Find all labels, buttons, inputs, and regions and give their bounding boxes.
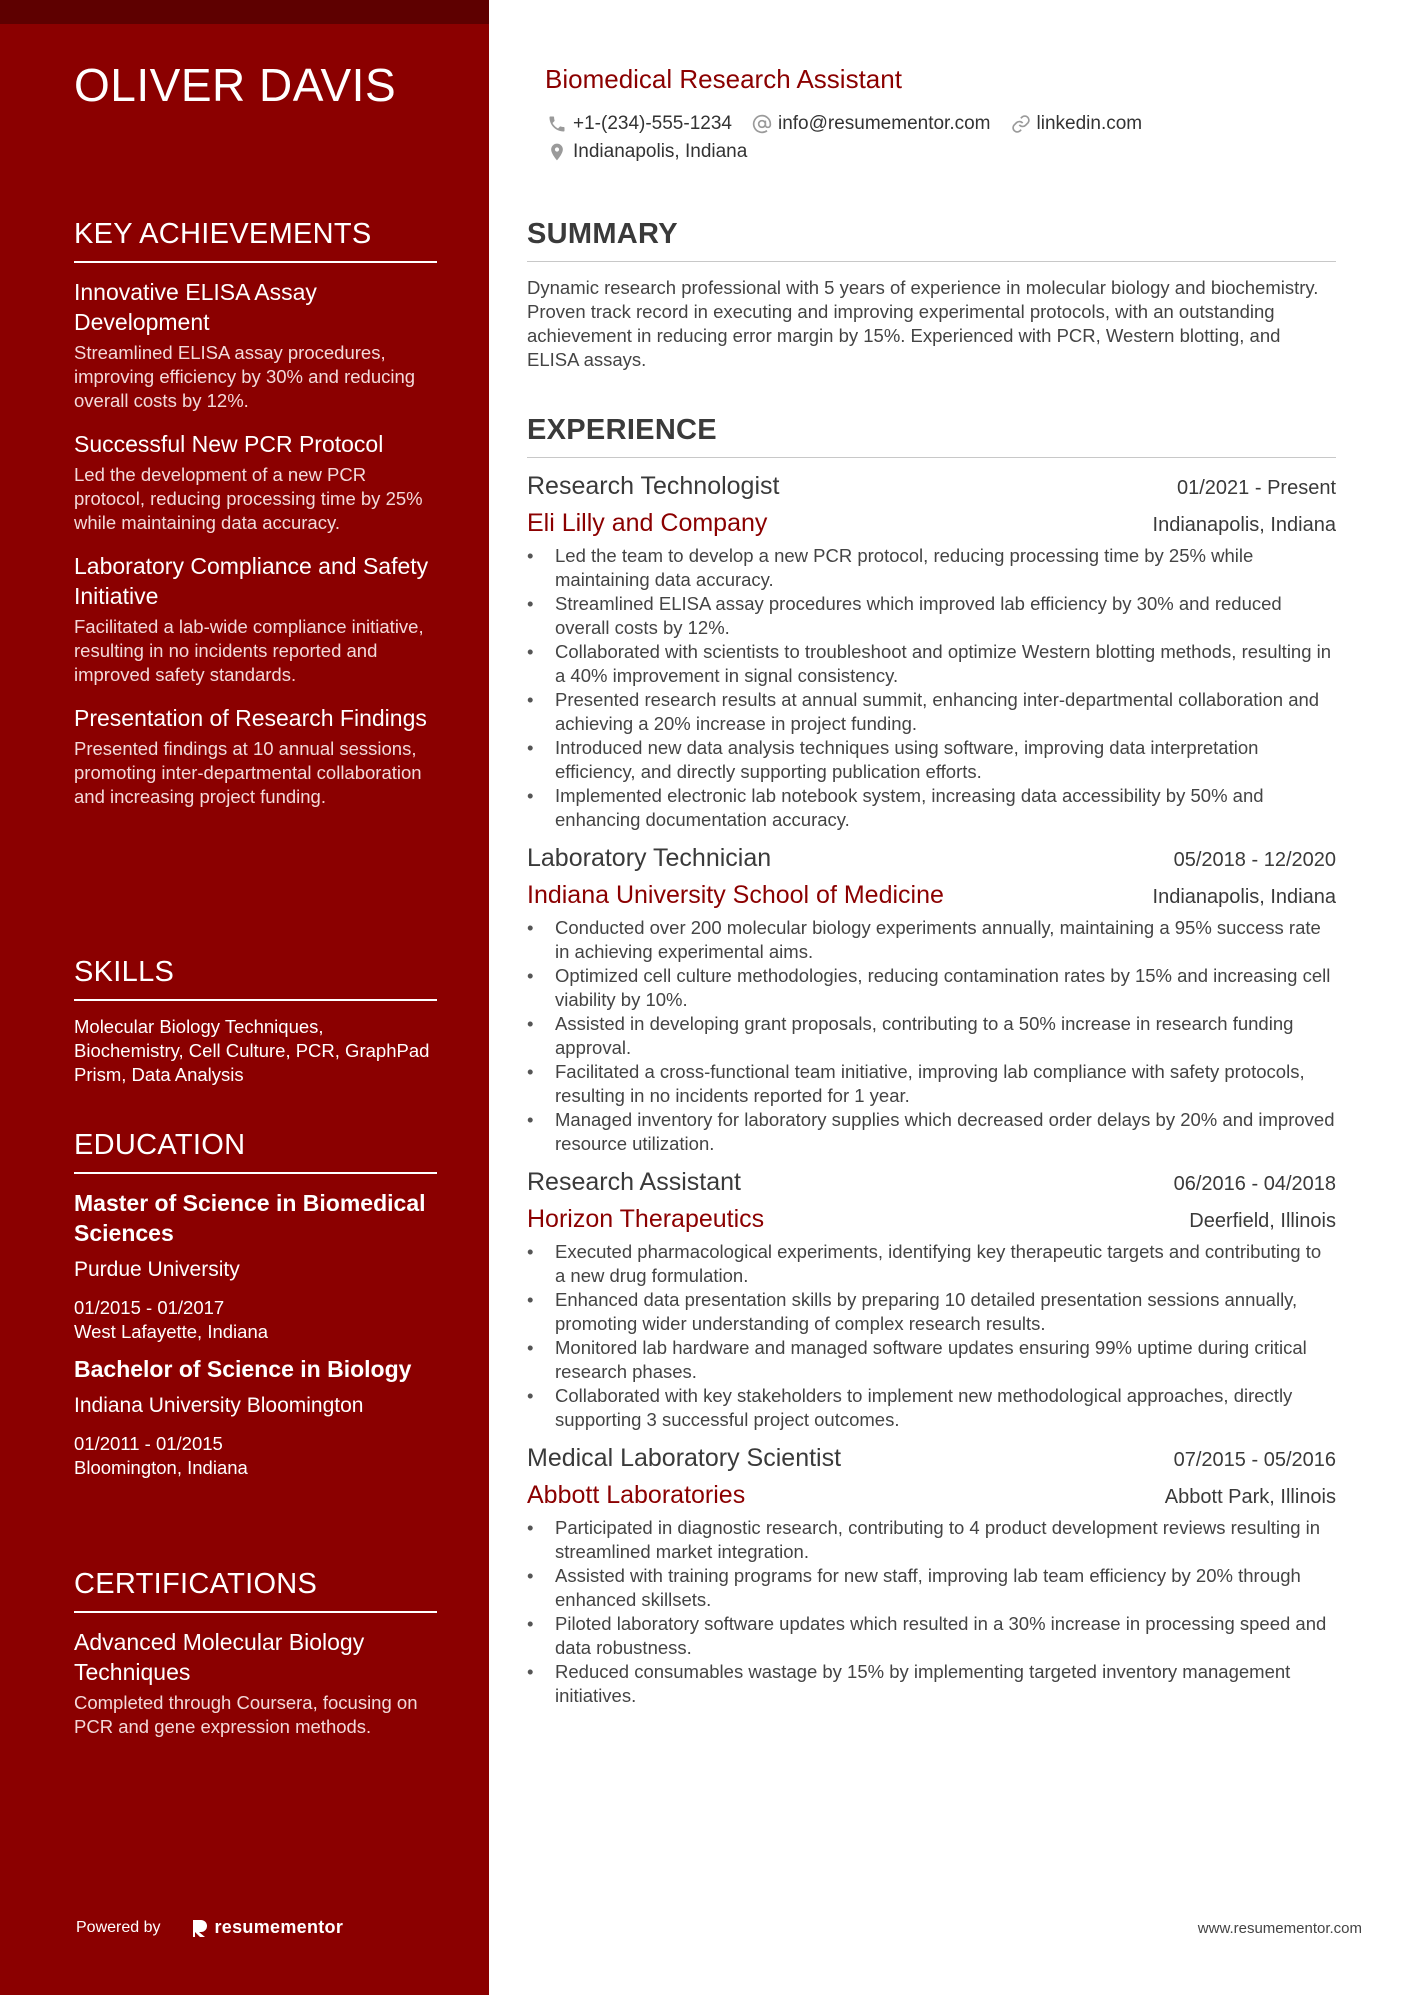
achievement-title: Innovative ELISA Assay Development [74,279,317,335]
education-degree: Master of Science in Biomedical Sciences [74,1190,426,1246]
experience-role: Laboratory Technician [527,844,772,872]
location-pin-icon [547,142,567,162]
experience-bullets [527,544,1336,832]
bullet-item: • Participated in diagnostic research, contributing to 4 product development reviews resulting in streamlined market integration. [527,1516,1336,1564]
summary-heading: SUMMARY [527,218,1336,262]
education-degree: Bachelor of Science in Biology [74,1356,412,1382]
experience-section [527,414,1336,1720]
experience-location: Deerfield, Illinois [1189,1210,1336,1232]
bullet-item: • Executed pharmacological experiments, identifying key therapeutic targets and contributing to a new drug formulation. [527,1240,1336,1288]
experience-bullets [527,916,1336,1156]
summary-text: Dynamic research professional with 5 years of experience in molecular biology and biochemistry. Proven track record in executing and improving experimental protocols, with an outstanding achievement in reducing error margin by 15%. Experienced with PCR, Western blotting, and ELISA assays. [527,277,1319,370]
email-text: info@resumementor.com [777,113,991,134]
certification-item [74,1627,437,1739]
brand-name: resumementor [214,1917,344,1937]
experience-role: Research Assistant [527,1168,741,1196]
link-icon [1011,114,1031,134]
powered-by-label: Powered by [76,1918,161,1936]
education-heading: EDUCATION [74,1129,437,1174]
skills-section [74,956,437,1087]
experience-item [527,472,1336,832]
experience-role: Research Technologist [527,472,780,500]
achievement-description: Streamlined ELISA assay procedures, improving efficiency by 30% and reducing overall costs by 12%. [74,342,416,411]
experience-item [527,1168,1336,1432]
bullet-item: • Optimized cell culture methodologies, reducing contamination rates by 15% and increasing cell viability by 10%. [527,964,1336,1012]
bullet-item: • Presented research results at annual summit, enhancing inter-departmental collaboration and achieving a 20% increase in project funding. [527,688,1336,736]
achievement-title: Successful New PCR Protocol [74,431,384,457]
resumementor-logo-icon [191,1918,209,1938]
powered-by [76,1917,343,1938]
skills-heading: SKILLS [74,956,437,1001]
experience-dates: 07/2015 - 05/2016 [1173,1449,1336,1471]
education-school: Purdue University [74,1258,240,1281]
footer-website-link[interactable]: www.resumementor.com [1197,1920,1362,1937]
experience-role: Medical Laboratory Scientist [527,1444,842,1472]
experience-dates: 05/2018 - 12/2020 [1173,849,1336,871]
achievement-description: Led the development of a new PCR protocol, reducing processing time by 25% while maintaining data accuracy. [74,464,423,533]
skills-list: Molecular Biology Techniques, Biochemistry, Cell Culture, PCR, GraphPad Prism, Data Analysis [74,1016,430,1085]
achievement-item [74,429,437,535]
experience-dates: 01/2021 - Present [1177,477,1336,499]
bullet-item: • Assisted in developing grant proposals, contributing to a 50% increase in research funding approval. [527,1012,1336,1060]
experience-dates: 06/2016 - 04/2018 [1173,1173,1336,1195]
education-location: Bloomington, Indiana [74,1457,248,1478]
certifications-section [74,1568,437,1755]
bullet-item: • Conducted over 200 molecular biology experiments annually, maintaining a 95% success rate in achieving experimental aims. [527,916,1336,964]
summary-section [527,218,1336,372]
at-sign-icon [752,114,772,134]
experience-item [527,844,1336,1156]
experience-bullets [527,1240,1336,1432]
job-title: Biomedical Research Assistant [545,64,902,94]
achievement-description: Facilitated a lab-wide compliance initiative, resulting in no incidents reported and improved safety standards. [74,616,424,685]
contact-phone[interactable] [547,113,732,135]
location-text: Indianapolis, Indiana [573,141,748,162]
bullet-item: • Led the team to develop a new PCR protocol, reducing processing time by 25% while maintaining data accuracy. [527,544,1336,592]
sidebar-top-bar [0,0,489,24]
bullet-item: • Introduced new data analysis techniques using software, improving data interpretation efficiency, and directly supporting publication efforts. [527,736,1336,784]
bullet-item: • Collaborated with scientists to troubleshoot and optimize Western blotting methods, resulting in a 40% improvement in signal consistency. [527,640,1336,688]
education-dates: 01/2015 - 01/2017 [74,1297,225,1318]
candidate-name: OLIVER DAVIS [74,59,397,111]
bullet-item: • Reduced consumables wastage by 15% by implementing targeted inventory management initiatives. [527,1660,1336,1708]
education-item [74,1354,437,1480]
achievement-description: Presented findings at 10 annual sessions, promoting inter-departmental collaboration and increasing project funding. [74,738,422,807]
phone-icon [547,114,567,134]
bullet-item: • Assisted with training programs for new staff, improving lab team efficiency by 20% through enhanced skillsets. [527,1564,1336,1612]
achievement-item [74,277,437,413]
experience-location: Indianapolis, Indiana [1152,886,1336,908]
education-dates: 01/2011 - 01/2015 [74,1433,223,1454]
achievement-item [74,703,437,809]
certification-title: Advanced Molecular Biology Techniques [74,1629,365,1685]
achievement-title: Laboratory Compliance and Safety Initiative [74,553,429,609]
key-achievements-section [74,218,437,825]
contact-linkedin[interactable] [1011,113,1143,135]
certification-description: Completed through Coursera, focusing on PCR and gene expression methods. [74,1692,418,1737]
bullet-item: • Enhanced data presentation skills by preparing 10 detailed presentation sessions annually, promoting wider understanding of complex research results. [527,1288,1336,1336]
sidebar [0,0,489,1995]
experience-bullets [527,1516,1336,1708]
achievement-item [74,551,437,687]
experience-company: Eli Lilly and Company [527,509,768,537]
education-item [74,1188,437,1344]
bullet-item: • Piloted laboratory software updates which resulted in a 30% increase in processing speed and data robustness. [527,1612,1336,1660]
experience-item [527,1444,1336,1708]
bullet-item: • Collaborated with key stakeholders to implement new methodological approaches, directly supporting 3 successful project outcomes. [527,1384,1336,1432]
experience-heading: EXPERIENCE [527,414,1336,458]
main-content [489,0,1410,1995]
experience-location: Abbott Park, Illinois [1164,1486,1336,1508]
education-section [74,1129,437,1490]
achievements-heading: KEY ACHIEVEMENTS [74,218,437,263]
bullet-item: • Facilitated a cross-functional team initiative, improving lab compliance with safety protocols, resulting in no incidents reported for 1 year. [527,1060,1336,1108]
achievement-title: Presentation of Research Findings [74,705,427,731]
experience-company: Abbott Laboratories [527,1481,746,1509]
experience-location: Indianapolis, Indiana [1152,514,1336,536]
contact-row [547,113,1162,135]
phone-text: +1-(234)-555-1234 [573,113,732,134]
contact-row-location [547,141,767,163]
education-school: Indiana University Bloomington [74,1394,364,1417]
bullet-item: • Monitored lab hardware and managed software updates ensuring 99% uptime during critical research phases. [527,1336,1336,1384]
certifications-heading: CERTIFICATIONS [74,1568,437,1613]
experience-company: Horizon Therapeutics [527,1205,765,1233]
bullet-item: • Implemented electronic lab notebook system, increasing data accessibility by 50% and enhancing documentation accuracy. [527,784,1336,832]
bullet-item: • Managed inventory for laboratory supplies which decreased order delays by 20% and improved resource utilization. [527,1108,1336,1156]
brand-logo[interactable] [191,1917,344,1938]
bullet-item: • Streamlined ELISA assay procedures which improved lab efficiency by 30% and reduced overall costs by 12%. [527,592,1336,640]
contact-email[interactable] [752,113,991,135]
education-location: West Lafayette, Indiana [74,1321,269,1342]
contact-location [547,141,747,163]
experience-company: Indiana University School of Medicine [527,881,944,909]
linkedin-text: linkedin.com [1036,113,1143,134]
